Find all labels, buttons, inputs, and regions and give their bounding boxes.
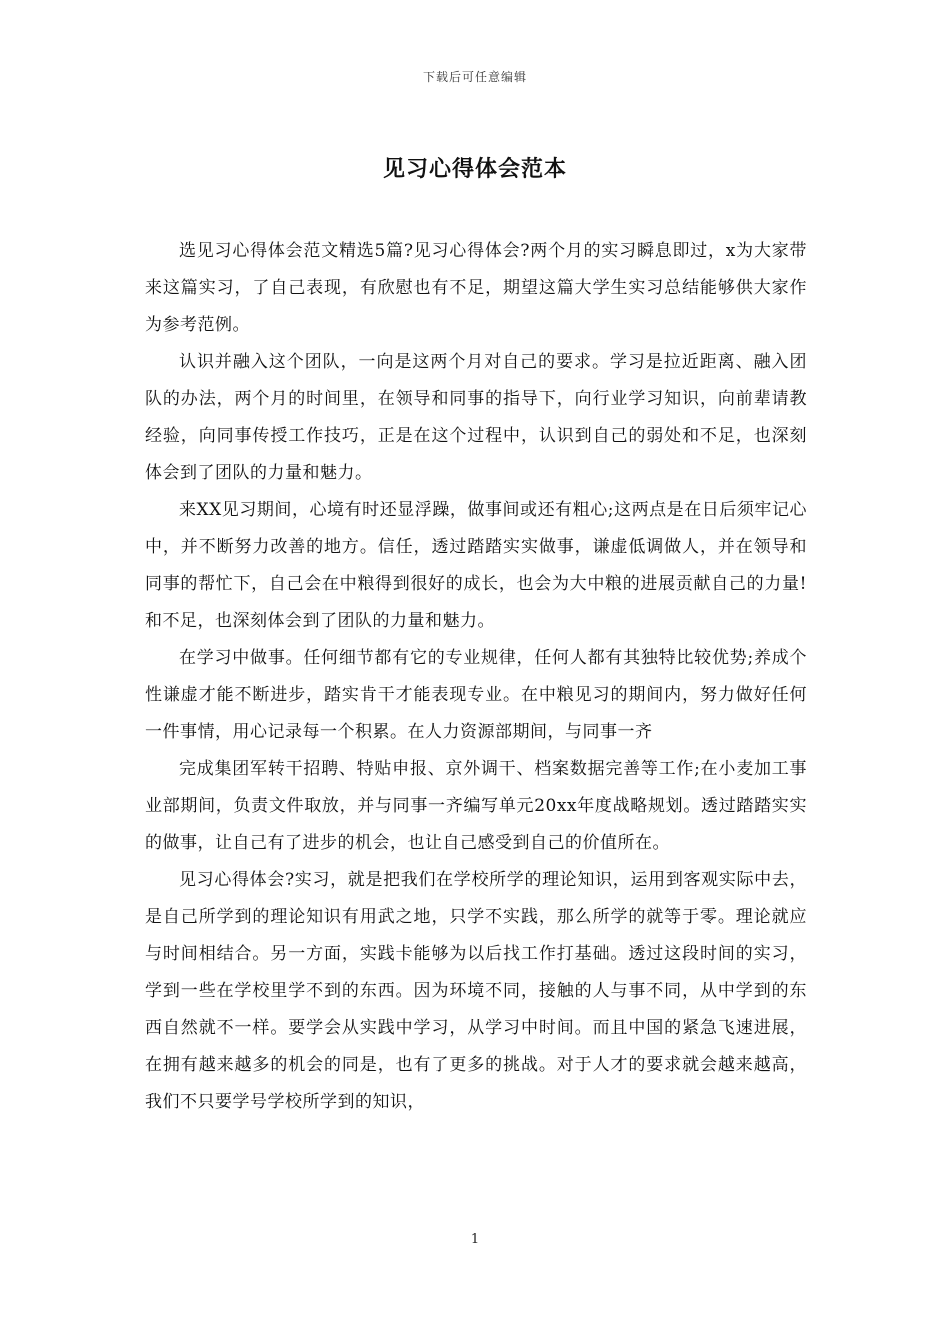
document-body xyxy=(145,233,807,1121)
page-number: 1 xyxy=(470,1232,480,1247)
header-note: 下载后可任意编辑 xyxy=(422,70,527,84)
paragraph: 见习心得体会?实习，就是把我们在学校所学的理论知识，运用到客观实际中去，是自己所学到的理论知识有用武之地，只学不实践，那么所学的就等于零。理论就应与时间相结合。另一方面，实践卡能够为以后找工作打基础。透过这段时间的实习，学到一些在学校里学不到的东西。因为环境不同，接触的人与事不同，从中学到的东西自然就不一样。要学会从实践中学习，从学习中时间。而且中国的紧急飞速进展，在拥有越来越多的机会的同是，也有了更多的挑战。对于人才的要求就会越来越高，我们不只要学号学校所学到的知识， xyxy=(145,870,807,1112)
paragraph: 选见习心得体会范文精选5篇?见习心得体会?两个月的实习瞬息即过，x为大家带来这篇实习，了自己表现，有欣慰也有不足，期望这篇大学生实习总结能够供大家作为参考范例。 xyxy=(145,241,807,335)
paragraph: 完成集团军转干招聘、特贴申报、京外调干、档案数据完善等工作;在小麦加工事业部期间，负责文件取放，并与同事一齐编写单元20xx年度战略规划。透过踏踏实实的做事，让自己有了进步的机会，也让自己感受到自己的价值所在。 xyxy=(145,759,807,853)
document-title: 见习心得体会范本 xyxy=(382,156,567,182)
paragraph: 来XX见习期间，心境有时还显浮躁，做事间或还有粗心;这两点是在日后须牢记心中，并不断努力改善的地方。信任，透过踏踏实实做事，谦虚低调做人，并在领导和同事的帮忙下，自己会在中粮得到很好的成长，也会为大中粮的进展贡献自己的力量!和不足，也深刻体会到了团队的力量和魅力。 xyxy=(145,500,807,631)
paragraph: 认识并融入这个团队，一向是这两个月对自己的要求。学习是拉近距离、融入团队的办法，两个月的时间里，在领导和同事的指导下，向行业学习知识，向前辈请教经验，向同事传授工作技巧，正是在这个过程中，认识到自己的弱处和不足，也深刻体会到了团队的力量和魅力。 xyxy=(145,352,807,483)
paragraph: 在学习中做事。任何细节都有它的专业规律，任何人都有其独特比较优势;养成个性谦虚才能不断进步，踏实肯干才能表现专业。在中粮见习的期间内，努力做好任何一件事情，用心记录每一个积累。在人力资源部期间，与同事一齐 xyxy=(145,648,807,742)
